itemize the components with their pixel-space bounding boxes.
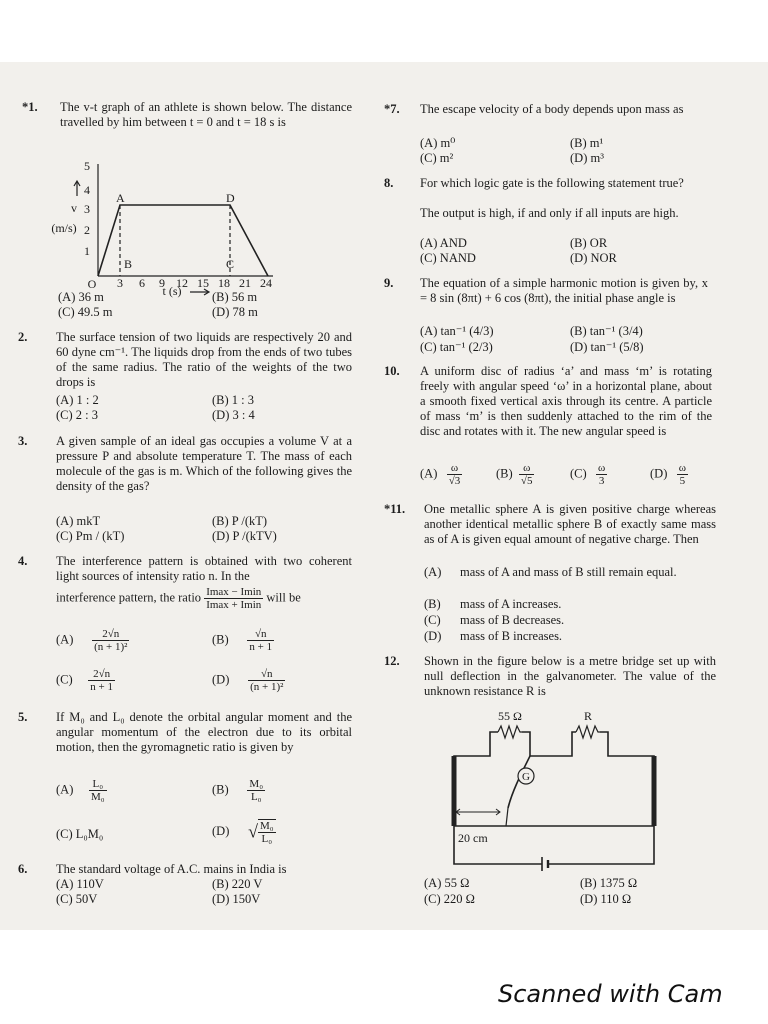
option-a-label: (A) — [424, 565, 442, 579]
option-a: (A) $\frac{\text{L₀}}{\text{M₀}}$ — [56, 778, 105, 803]
resistor-label-55: 55 Ω — [498, 709, 522, 723]
option-d: (D) $\frac{√n}{\text{(n + 1)²}}$ — [212, 668, 284, 693]
option-b: (B) $\frac{\omega}{√5}$ — [496, 462, 533, 487]
option-d: (D) tan⁻¹ (5/8) — [570, 340, 644, 354]
ratio-text-pre: interference pattern, the ratio — [56, 590, 202, 605]
left-column — [0, 62, 380, 930]
y-tick: 2 — [84, 223, 90, 237]
question-number: 8. — [384, 176, 394, 190]
option-c: (C) $\frac{\omega}{3}$ — [570, 462, 606, 487]
option-a: (A) m⁰ — [420, 136, 456, 150]
point-label-b: B — [124, 257, 133, 271]
x-tick: 9 — [159, 276, 165, 290]
option-c: (C) L₀M₀ — [56, 827, 104, 841]
question-text: A given sample of an ideal gas occupies a volume V at a pressure P and absolute temperature T. The mass of each molecule of the gas is m. Which of the following gives the density of the gas? — [56, 434, 352, 493]
option-d: (D) 3 : 4 — [212, 408, 255, 422]
question-number: 9. — [384, 276, 394, 290]
option-d-label: (D) — [424, 629, 442, 643]
question-text: The standard voltage of A.C. mains in India is — [56, 862, 287, 876]
option-a: (A) tan⁻¹ (4/3) — [420, 324, 494, 338]
question-text: Shown in the figure below is a metre bridge set up with null deflection in the galvanometer. The value of the unknown resistance R is — [424, 654, 716, 698]
option-b: (B) OR — [570, 236, 608, 250]
x-tick: 12 — [176, 276, 188, 290]
option-a: (A) 110V — [56, 877, 104, 891]
point-label-c: C — [226, 257, 235, 271]
option-b: (B) 1375 Ω — [580, 876, 638, 890]
option-b: (B) 56 m — [212, 290, 258, 304]
question-text: For which logic gate is the following statement true? — [420, 176, 684, 190]
question-statement: The output is high, if and only if all inputs are high. — [420, 206, 679, 220]
question-text: The interference pattern is obtained with two coherent light sources of intensity ratio n. In the — [56, 554, 352, 583]
option-c: (C) 2 : 3 — [56, 408, 99, 422]
option-a: (A) AND — [420, 236, 467, 250]
option-c: (C) tan⁻¹ (2/3) — [420, 340, 493, 354]
question-number: 12. — [384, 654, 400, 668]
x-tick: 15 — [197, 276, 209, 290]
x-tick: 18 — [218, 276, 230, 290]
point-label-d: D — [226, 191, 235, 205]
option-a: (A) 36 m — [58, 290, 104, 304]
option-b: (B) P /(kT) — [212, 514, 268, 528]
question-text: The v-t graph of an athlete is shown below. The distance travelled by him between t = 0 and t = 18 s is — [60, 100, 352, 129]
option-b: mass of A increases. — [460, 597, 562, 611]
option-a: (A) $\frac{\omega}{√3}$ — [420, 462, 461, 487]
option-c: (C) 220 Ω — [424, 892, 475, 906]
y-axis-label: v — [71, 201, 77, 215]
option-b: (B) 220 V — [212, 877, 263, 891]
y-axis-unit: (m/s) — [51, 221, 77, 235]
question-number: *11. — [384, 502, 406, 516]
question-number: 5. — [18, 710, 28, 724]
option-b-label: (B) — [424, 597, 441, 611]
question-number: 3. — [18, 434, 28, 448]
metre-bridge-figure — [450, 704, 700, 874]
option-d: (D) m³ — [570, 151, 604, 165]
y-tick: 1 — [84, 244, 90, 258]
question-text: The surface tension of two liquids are respectively 20 and 60 dyne cm⁻¹. The liquids drop from the ends of two tubes of the same radius. The ratio of the weights of the two drops is — [56, 330, 352, 389]
option-d: (D) 110 Ω — [580, 892, 632, 906]
option-a: (A) mkT — [56, 514, 101, 528]
option-d: (D) $\frac{\omega}{5}$ — [650, 462, 686, 487]
x-tick: 6 — [139, 276, 145, 290]
galvanometer-label: G — [522, 771, 530, 783]
x-tick: 3 — [117, 276, 123, 290]
option-d: (D) P /(kTV) — [212, 529, 277, 543]
option-c: (C) 50V — [56, 892, 98, 906]
ratio-line — [56, 586, 301, 611]
option-b: (B) $\frac{\text{M₀}}{\text{L₀}}$ — [212, 778, 264, 803]
option-a: (A) $\frac{2√n}{\text{(n + 1)²}}$ — [56, 628, 128, 653]
right-column — [380, 62, 768, 930]
option-b: (B) tan⁻¹ (3/4) — [570, 324, 643, 338]
question-number: 2. — [18, 330, 28, 344]
option-b: (B) $\frac{√n}{n + 1}$ — [212, 628, 273, 653]
option-b: (B) 1 : 3 — [212, 393, 255, 407]
question-number: 6. — [18, 862, 28, 876]
question-text: The equation of a simple harmonic motion is given by, x = 8 sin (8πt) + 6 cos (8πt), the initial phase angle is — [420, 276, 708, 305]
point-label-a: A — [116, 191, 125, 205]
x-tick: 21 — [239, 276, 251, 290]
y-tick: 3 — [84, 202, 90, 216]
x-axis-label: t (s) — [162, 284, 182, 298]
question-text: A uniform disc of radius ‘a’ and mass ‘m’ is rotating freely with angular speed ‘ω’ in a horizontal plane, about a smooth fixed vertical axis through its centre. A particle of mass ‘m’ is then suddenly attached to the rim of the disc and rotates with it. The new angular speed is — [420, 364, 712, 438]
option-a: mass of A and mass of B still remain equal. — [460, 565, 677, 579]
option-a: (A) 1 : 2 — [56, 393, 99, 407]
x-tick: 24 — [260, 276, 272, 290]
question-number: *7. — [384, 102, 400, 116]
question-text: The escape velocity of a body depends upon mass as — [420, 102, 684, 116]
option-c: (C) 49.5 m — [58, 305, 113, 319]
option-c: mass of B decreases. — [460, 613, 565, 627]
question-text: If M₀ and L₀ denote the orbital angular moment and the angular momentum of the electron due to its orbital motion, then the gyromagnetic ratio is given by — [56, 710, 352, 754]
origin-label: O — [87, 277, 97, 291]
option-d: (D) NOR — [570, 251, 617, 265]
scanner-watermark: Scanned with Cam — [498, 980, 723, 1008]
question-number: *1. — [22, 100, 38, 114]
option-c: (C) $\frac{2√n}{n + 1}$ — [56, 668, 114, 693]
exam-page — [0, 62, 768, 930]
question-text: One metallic sphere A is given positive charge whereas another identical metallic sphere B of exactly same mass as of A is given equal amount of negative charge. Then — [424, 502, 716, 546]
y-tick: 5 — [84, 159, 90, 173]
vt-graph — [40, 154, 290, 302]
option-d: (D) 150V — [212, 892, 261, 906]
option-a: (A) 55 Ω — [424, 876, 470, 890]
length-label: 20 cm — [458, 831, 488, 845]
question-number: 4. — [18, 554, 28, 568]
option-d: (D) 78 m — [212, 305, 258, 319]
ratio-text-post: will be — [266, 590, 301, 605]
option-c-label: (C) — [424, 613, 441, 627]
option-c: (C) m² — [420, 151, 454, 165]
option-c: (C) Pm / (kT) — [56, 529, 125, 543]
question-number: 10. — [384, 364, 400, 378]
option-d: mass of B increases. — [460, 629, 563, 643]
option-b: (B) m¹ — [570, 136, 604, 150]
option-c: (C) NAND — [420, 251, 476, 265]
y-tick: 4 — [84, 183, 90, 197]
resistor-label-r: R — [583, 709, 593, 723]
intensity-ratio: $\frac{Imax - Imin}{Imax + Imin}$ — [206, 586, 262, 611]
option-d: (D) √ $\frac{\text{M₀}}{\text{L₀}}$ — [212, 820, 274, 845]
